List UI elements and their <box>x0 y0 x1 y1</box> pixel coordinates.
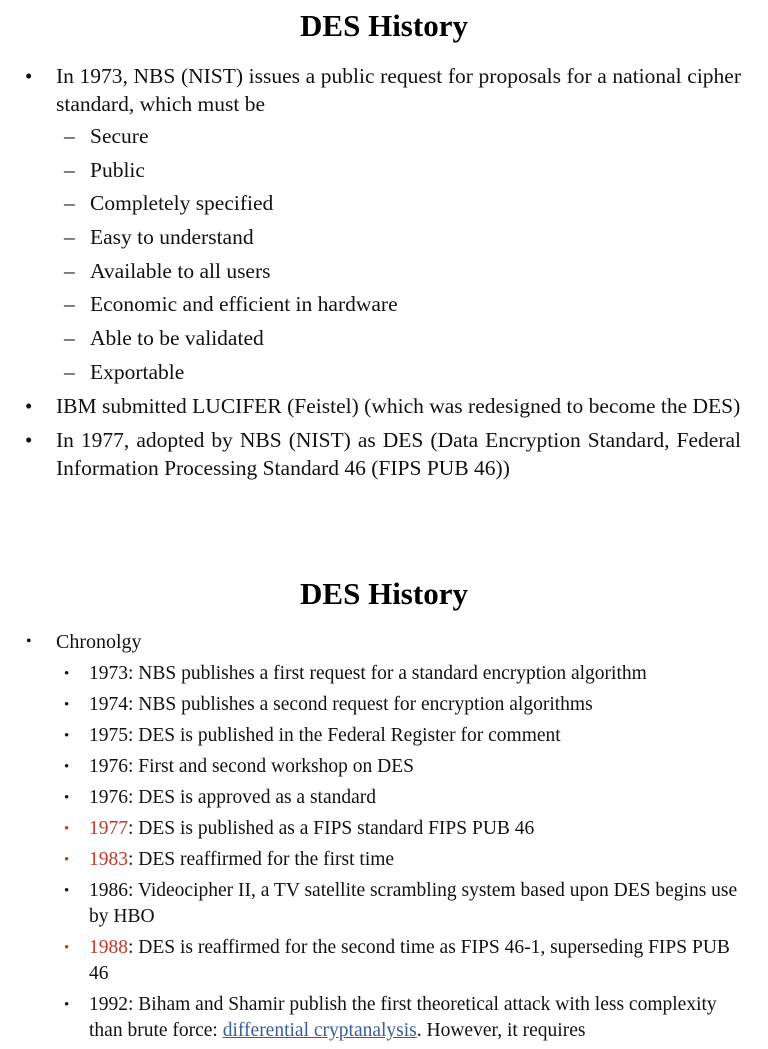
requirement-item <box>56 156 741 184</box>
bullet-icon: • <box>64 940 70 956</box>
dash-icon: – <box>64 359 75 384</box>
chronology-text: : NBS publishes a second request for encryption algorithms <box>128 694 593 715</box>
slide-des-history-2 <box>0 568 768 1049</box>
bullet-text: In 1977, adopted by NBS (NIST) as DES (Data Encryption Standard, Federal Information Processing Standard 46 (FIPS PUB 46)) <box>56 427 741 480</box>
chronology-item <box>0 847 768 873</box>
chronology-text: : DES is approved as a standard <box>128 787 377 808</box>
bullet-icon: • <box>25 427 33 452</box>
dash-icon: – <box>64 258 75 283</box>
dash-icon: – <box>64 225 75 250</box>
differential-cryptanalysis-link[interactable]: differential cryptanalysis <box>222 1020 417 1041</box>
slide-des-history-1 <box>0 0 768 482</box>
chronology-item <box>0 992 768 1044</box>
chronology-item <box>0 692 768 718</box>
dash-icon: – <box>64 191 75 216</box>
bullet-icon: • <box>64 697 70 713</box>
bullet-icon: • <box>26 633 32 650</box>
requirement-item <box>56 189 741 217</box>
chronology-item <box>0 878 768 930</box>
bullet-icon: • <box>64 759 70 775</box>
requirement-item <box>56 223 741 251</box>
chronology-item <box>0 754 768 780</box>
requirement-text: Exportable <box>90 359 185 384</box>
requirement-text: Economic and efficient in hardware <box>90 292 398 317</box>
chronology-item <box>0 723 768 749</box>
chronology-text: : Biham and Shamir publish the first theoretical attack with less complexity than brute force: <box>89 994 717 1041</box>
list-item-chronology <box>0 630 768 654</box>
requirement-item <box>56 324 741 352</box>
bullet-icon: • <box>64 852 70 868</box>
chronology-year: 1977 <box>89 818 128 839</box>
chronology-text: : DES is published as a FIPS standard FIPS PUB 46 <box>128 818 535 839</box>
chronology-item <box>0 661 768 687</box>
chronology-text: : Videocipher II, a TV satellite scrambling system based upon DES begins use by HBO <box>89 880 738 927</box>
dash-icon: – <box>64 124 75 148</box>
list-item-nbs-request <box>0 62 768 386</box>
requirements-list <box>56 122 741 386</box>
chronology-text: : DES reaffirmed for the first time <box>128 849 395 870</box>
requirement-text: Easy to understand <box>90 225 254 250</box>
chronology-text: : NBS publishes a first request for a standard encryption algorithm <box>128 663 647 684</box>
chronology-text-tail: . However, it requires <box>416 1020 586 1041</box>
bullet-icon: • <box>64 997 70 1013</box>
chronology-year: 1974 <box>89 694 128 715</box>
chronology-list <box>0 661 768 1044</box>
chronology-item <box>0 935 768 987</box>
requirement-item <box>56 290 741 318</box>
chronology-year: 1976 <box>89 756 128 777</box>
chronology-year: 1983 <box>89 849 128 870</box>
bullet-icon: • <box>64 883 70 899</box>
list-item-adopted-1977 <box>0 426 768 482</box>
dash-icon: – <box>64 326 75 351</box>
chronology-year: 1986 <box>89 880 128 901</box>
requirement-text: Public <box>90 157 145 182</box>
chronology-item <box>0 785 768 811</box>
chronology-year: 1975 <box>89 725 128 746</box>
bullet-text: IBM submitted LUCIFER (Feistel) (which was redesigned to become the DES) <box>56 393 741 418</box>
bullet-icon: • <box>25 393 33 418</box>
bullet-list <box>0 62 768 482</box>
dash-icon: – <box>64 157 75 182</box>
chronology-text: : DES is published in the Federal Register for comment <box>128 725 561 746</box>
requirement-item <box>56 122 741 150</box>
chronology-year: 1976 <box>89 787 128 808</box>
dash-icon: – <box>64 292 75 317</box>
requirement-item <box>56 257 741 285</box>
chronology-year: 1973 <box>89 663 128 684</box>
bullet-icon: • <box>64 821 70 837</box>
chronology-text: : DES is reaffirmed for the second time as FIPS 46-1, superseding FIPS PUB 46 <box>89 937 730 984</box>
chronology-year: 1988 <box>89 937 128 958</box>
chronology-label: Chronolgy <box>56 631 142 653</box>
requirement-text: Able to be validated <box>90 326 264 351</box>
chronology-item <box>0 816 768 842</box>
requirement-text: Secure <box>90 124 149 148</box>
chronology-text: : First and second workshop on DES <box>128 756 414 777</box>
slide-title: DES History <box>300 576 468 611</box>
requirement-item <box>56 358 741 386</box>
list-item-ibm-lucifer <box>0 392 768 420</box>
bullet-text: In 1973, NBS (NIST) issues a public request for proposals for a national cipher standard, which must be <box>56 64 741 116</box>
bullet-icon: • <box>64 666 70 682</box>
requirement-text: Completely specified <box>90 191 274 216</box>
chronology-section <box>0 630 768 1044</box>
slide-title: DES History <box>300 8 468 43</box>
bullet-icon: • <box>64 790 70 806</box>
chronology-year: 1992 <box>89 994 128 1015</box>
bullet-icon: • <box>25 64 33 88</box>
requirement-text: Available to all users <box>90 258 271 283</box>
bullet-icon: • <box>64 728 70 744</box>
